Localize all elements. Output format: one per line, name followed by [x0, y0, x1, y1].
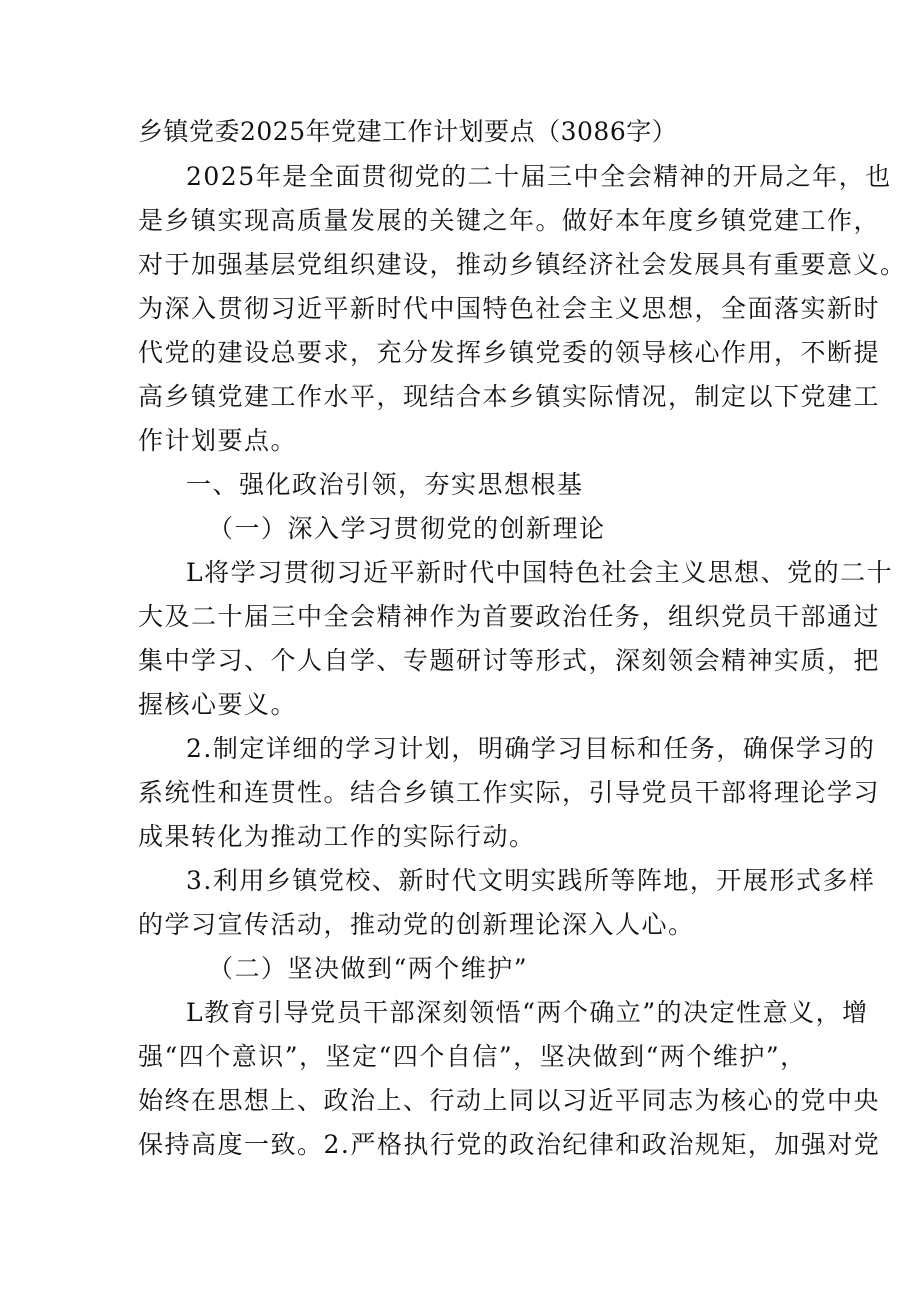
subsection-1-item-2-line: 系统性和连贯性。结合乡镇工作实际，引导党员干部将理论学习: [138, 778, 881, 807]
intro-paragraph-line: 为深入贯彻习近平新时代中国特色社会主义思想，全面落实新时: [138, 294, 881, 323]
subsection-1-item-2-line: 成果转化为推动工作的实际行动。: [138, 822, 536, 851]
subsection-2-item-line: L教育引导党员干部深刻领悟“两个确立”的决定性意义，增: [186, 998, 869, 1027]
intro-paragraph-line: 高乡镇党建工作水平，现结合本乡镇实际情况，制定以下党建工: [138, 382, 881, 411]
subsection-2-item-line: 保持高度一致。2.严格执行党的政治纪律和政治规矩，加强对党: [138, 1130, 881, 1159]
intro-paragraph-line: 代党的建设总要求，充分发挥乡镇党委的领导核心作用，不断提: [138, 338, 881, 367]
intro-paragraph-line: 2025年是全面贯彻党的二十届三中全会精神的开局之年，也: [186, 162, 892, 191]
subsection-1-item-1-line: 握核心要义。: [138, 690, 298, 719]
document-title: 乡镇党委2025年党建工作计划要点（3086字）: [138, 117, 678, 146]
section-1-heading: 一、强化政治引领，夯实思想根基: [186, 470, 584, 499]
intro-paragraph-line: 是乡镇实现高质量发展的关键之年。做好本年度乡镇党建工作，: [138, 206, 881, 235]
subsection-1-item-1-line: 集中学习、个人自学、专题研讨等形式，深刻领会精神实质，把: [138, 646, 881, 675]
subsection-1-item-1-line: L将学习贯彻习近平新时代中国特色社会主义思想、党的二十: [186, 558, 894, 587]
subsection-1-item-2-line: 2.制定详细的学习计划，明确学习目标和任务，确保学习的: [186, 734, 876, 763]
intro-paragraph-line: 作计划要点。: [138, 426, 298, 455]
subsection-1-item-1-line: 大及二十届三中全会精神作为首要政治任务，组织党员干部通过: [138, 602, 881, 631]
subsection-1-item-3-line: 3.利用乡镇党校、新时代文明实践所等阵地，开展形式多样: [186, 866, 876, 895]
subsection-2-item-line: 强“四个意识”，坚定“四个自信”，坚决做到“两个维护”，: [138, 1042, 807, 1071]
intro-paragraph-line: 对于加强基层党组织建设，推动乡镇经济社会发展具有重要意义。: [138, 250, 907, 279]
subsection-1-item-3-line: 的学习宣传活动，推动党的创新理论深入人心。: [138, 910, 695, 939]
subsection-1-heading: （一）深入学习贯彻党的创新理论: [208, 514, 606, 543]
subsection-2-item-line: 始终在思想上、政治上、行动上同以习近平同志为核心的党中央: [138, 1086, 881, 1115]
subsection-2-heading: （二）坚决做到“两个维护”: [208, 954, 529, 983]
